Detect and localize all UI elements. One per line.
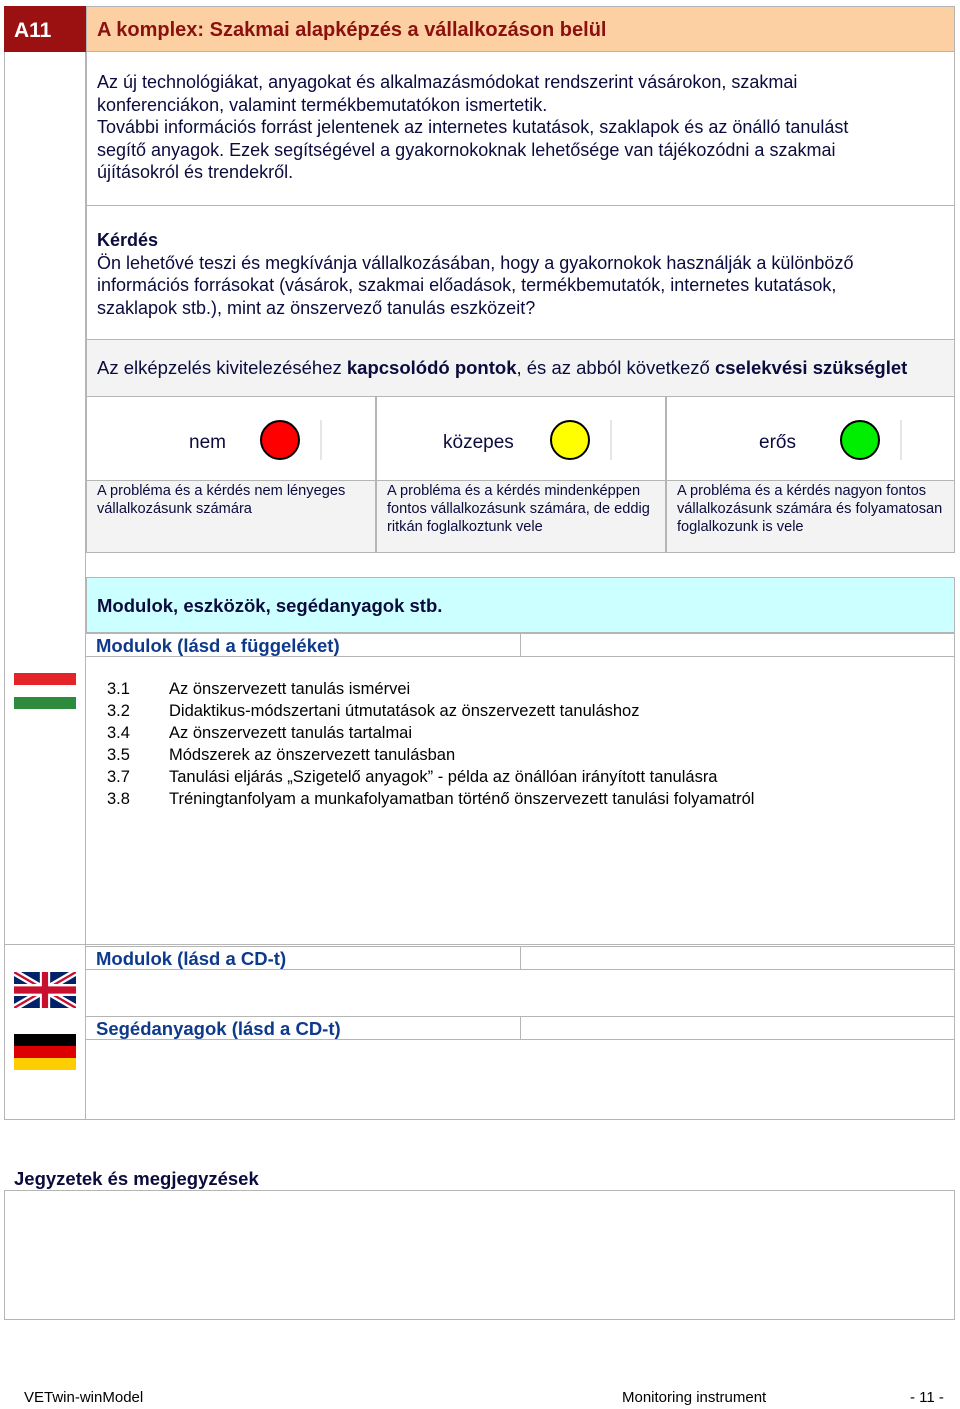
- footer-left: VETwin-winModel: [24, 1389, 144, 1406]
- rating-option-eros[interactable]: [666, 397, 955, 481]
- green-traffic-light-icon[interactable]: [840, 420, 880, 460]
- question-block: [86, 206, 955, 340]
- module-title: Tréningtanfolyam a munkafolyamatban történő önszervezett tanulási folyamatról: [169, 790, 755, 808]
- appendix-modules-label: Modulok (lásd a függeléket): [86, 633, 521, 657]
- needs-text-2: , és az abból következő: [516, 357, 715, 378]
- rating-label: nem: [189, 432, 226, 453]
- divider: [610, 420, 612, 460]
- rating-label: közepes: [443, 432, 514, 453]
- module-title: Az önszervezett tanulás ismérvei: [169, 680, 411, 698]
- footer-page-number: - 11 -: [910, 1389, 944, 1406]
- footer-center: Monitoring instrument: [622, 1389, 767, 1406]
- rating-description: A probléma és a kérdés nagyon fontos vállalkozásunk számára és folyamatosan foglalkozunk is vele: [666, 481, 955, 553]
- question-line: szaklapok stb.), mint az önszervező tanulás eszközeit?: [97, 297, 536, 318]
- rating-option-nem[interactable]: [86, 397, 376, 481]
- module-number: 3.5: [107, 746, 130, 764]
- module-number: 3.2: [107, 702, 130, 720]
- module-number: 3.1: [107, 680, 130, 698]
- german-flag-icon: [14, 1034, 76, 1070]
- intro-line: újításokról és trendekről.: [97, 162, 294, 182]
- notes-title: Jegyzetek és megjegyzések: [14, 1168, 259, 1189]
- section-divider: [4, 944, 955, 945]
- module-title: Az önszervezett tanulás tartalmai: [169, 724, 413, 742]
- module-number: 3.8: [107, 790, 130, 808]
- rating-option-kozepes[interactable]: [376, 397, 666, 481]
- left-column: [4, 52, 86, 1120]
- question-line: Ön lehetővé teszi és megkívánja vállalkozásában, hogy a gyakornokok használják a különböző: [97, 252, 854, 273]
- divider: [900, 420, 902, 460]
- rating-label: erős: [759, 432, 796, 453]
- uk-flag-icon: [14, 972, 76, 1008]
- page-title: A komplex: Szakmai alapképzés a vállalkozáson belül: [86, 6, 955, 52]
- red-traffic-light-icon[interactable]: [260, 420, 300, 460]
- modules-header: Modulok, eszközök, segédanyagok stb.: [86, 577, 955, 633]
- cd-modules-label: Modulok (lásd a CD-t): [86, 946, 521, 970]
- question-line: információs forrásokat (vásárok, szakmai előadások, termékbemutatók, internetes kutatások,: [97, 275, 837, 295]
- intro-line: konferenciákon, valamint termékbemutatókon ismertetik.: [97, 94, 548, 115]
- yellow-traffic-light-icon[interactable]: [550, 420, 590, 460]
- modules-frame: [86, 633, 955, 944]
- intro-line: További információs forrást jelentenek az internetes kutatások, szaklapok és az önálló tanulást: [97, 117, 849, 137]
- module-title: Tanulási eljárás „Szigetelő anyagok” - példa az önállóan irányított tanulásra: [169, 768, 718, 786]
- rating-description: A probléma és a kérdés mindenképpen fontos vállalkozásunk számára, de eddig ritkán foglalkoztunk vele: [376, 481, 666, 553]
- divider: [320, 420, 322, 460]
- needs-bold-1: kapcsolódó pontok: [346, 357, 517, 378]
- module-number: 3.4: [107, 724, 130, 742]
- module-title: Módszerek az önszervezett tanulásban: [169, 746, 456, 764]
- module-number: 3.7: [107, 768, 130, 786]
- cd-materials-label: Segédanyagok (lásd a CD-t): [86, 1016, 521, 1040]
- action-need-header: [86, 340, 955, 397]
- question-label: Kérdés: [97, 230, 159, 250]
- hungarian-flag-icon: [14, 673, 76, 709]
- intro-text: [86, 52, 955, 206]
- module-title: Didaktikus-módszertani útmutatások az önszervezett tanuláshoz: [169, 702, 640, 720]
- needs-bold-2: cselekvési szükséglet: [714, 357, 908, 378]
- section-code: A11: [4, 6, 86, 52]
- rating-description: A probléma és a kérdés nem lényeges vállalkozásunk számára: [86, 481, 376, 553]
- cd-section-frame: [86, 946, 955, 1120]
- notes-textarea[interactable]: [4, 1190, 955, 1320]
- intro-line: segítő anyagok. Ezek segítségével a gyakornokoknak lehetősége van tájékozódni a szakmai: [97, 139, 836, 160]
- intro-line: Az új technológiákat, anyagokat és alkalmazásmódokat rendszerint vásárokon, szakmai: [97, 72, 798, 92]
- needs-text-1: Az elképzelés kivitelezéséhez: [97, 357, 347, 378]
